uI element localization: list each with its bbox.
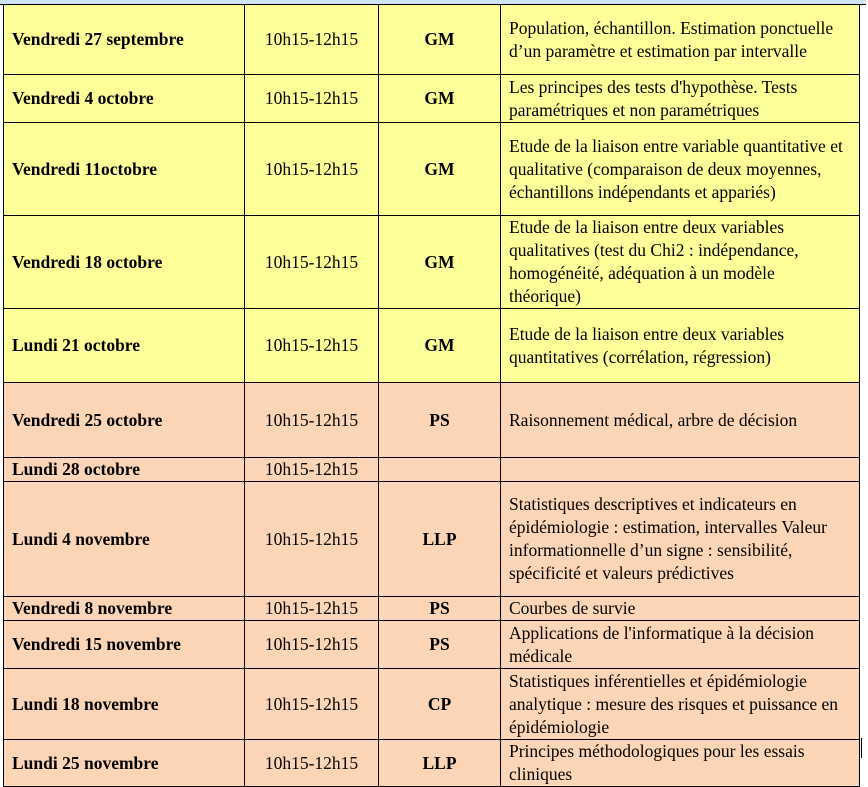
session-date: Lundi 21 octobre [4,309,245,383]
session-time: 10h15-12h15 [245,669,379,740]
session-topic: Raisonnement médical, arbre de décision [501,383,860,458]
session-topic: Etude de la liaison entre deux variables quantitatives (corrélation, régression) [501,309,860,383]
session-date: Lundi 25 novembre [4,740,245,787]
session-topic: Population, échantillon. Estimation ponctuelle d’un paramètre et estimation par intervalle [501,5,860,75]
table-row [4,383,860,458]
session-topic: Etude de la liaison entre deux variables qualitatives (test du Chi2 : indépendance, homogénéité, adéquation à un modèle théorique) [501,216,860,309]
session-date: Vendredi 11octobre [4,123,245,216]
schedule-table [3,4,860,787]
session-date: Lundi 18 novembre [4,669,245,740]
session-time: 10h15-12h15 [245,75,379,123]
session-date: Vendredi 8 novembre [4,597,245,621]
table-row [4,597,860,621]
session-topic: Les principes des tests d'hypothèse. Tests paramétriques et non paramétriques [501,75,860,123]
session-time: 10h15-12h15 [245,482,379,597]
session-topic: Etude de la liaison entre variable quantitative et qualitative (comparaison de deux moyennes, échantillons indépendants et appariés) [501,123,860,216]
session-time: 10h15-12h15 [245,216,379,309]
session-teacher: PS [379,383,501,458]
session-date: Vendredi 4 octobre [4,75,245,123]
table-row [4,216,860,309]
session-teacher: PS [379,621,501,669]
session-date: Vendredi 18 octobre [4,216,245,309]
table-row [4,482,860,597]
table-row [4,740,860,787]
session-teacher: CP [379,669,501,740]
session-time: 10h15-12h15 [245,597,379,621]
session-date: Vendredi 15 novembre [4,621,245,669]
session-time: 10h15-12h15 [245,123,379,216]
session-topic: Statistiques inférentielles et épidémiologie analytique : mesure des risques et puissance en épidémiologie [501,669,860,740]
session-teacher: LLP [379,482,501,597]
session-topic: Applications de l'informatique à la décision médicale [501,621,860,669]
session-date: Vendredi 27 septembre [4,5,245,75]
session-teacher: GM [379,5,501,75]
session-teacher: PS [379,597,501,621]
session-time: 10h15-12h15 [245,458,379,482]
session-time: 10h15-12h15 [245,5,379,75]
session-teacher: LLP [379,740,501,787]
session-teacher: GM [379,309,501,383]
session-time: 10h15-12h15 [245,740,379,787]
session-topic: Courbes de survie [501,597,860,621]
table-row [4,5,860,75]
session-teacher [379,458,501,482]
session-teacher: GM [379,123,501,216]
session-topic: Statistiques descriptives et indicateurs en épidémiologie : estimation, intervalles Valeur informationnelle d’un signe : sensibilité, spécificité et valeurs prédictives [501,482,860,597]
session-date: Vendredi 25 octobre [4,383,245,458]
session-date: Lundi 28 octobre [4,458,245,482]
table-row [4,75,860,123]
session-time: 10h15-12h15 [245,621,379,669]
session-topic: Principes méthodologiques pour les essais cliniques [501,740,860,787]
session-topic [501,458,860,482]
table-row [4,458,860,482]
session-time: 10h15-12h15 [245,383,379,458]
session-teacher: GM [379,216,501,309]
session-teacher: GM [379,75,501,123]
text-cursor-mark [861,738,862,758]
table-row [4,621,860,669]
session-time: 10h15-12h15 [245,309,379,383]
table-row [4,123,860,216]
table-row [4,669,860,740]
table-row [4,309,860,383]
session-date: Lundi 4 novembre [4,482,245,597]
